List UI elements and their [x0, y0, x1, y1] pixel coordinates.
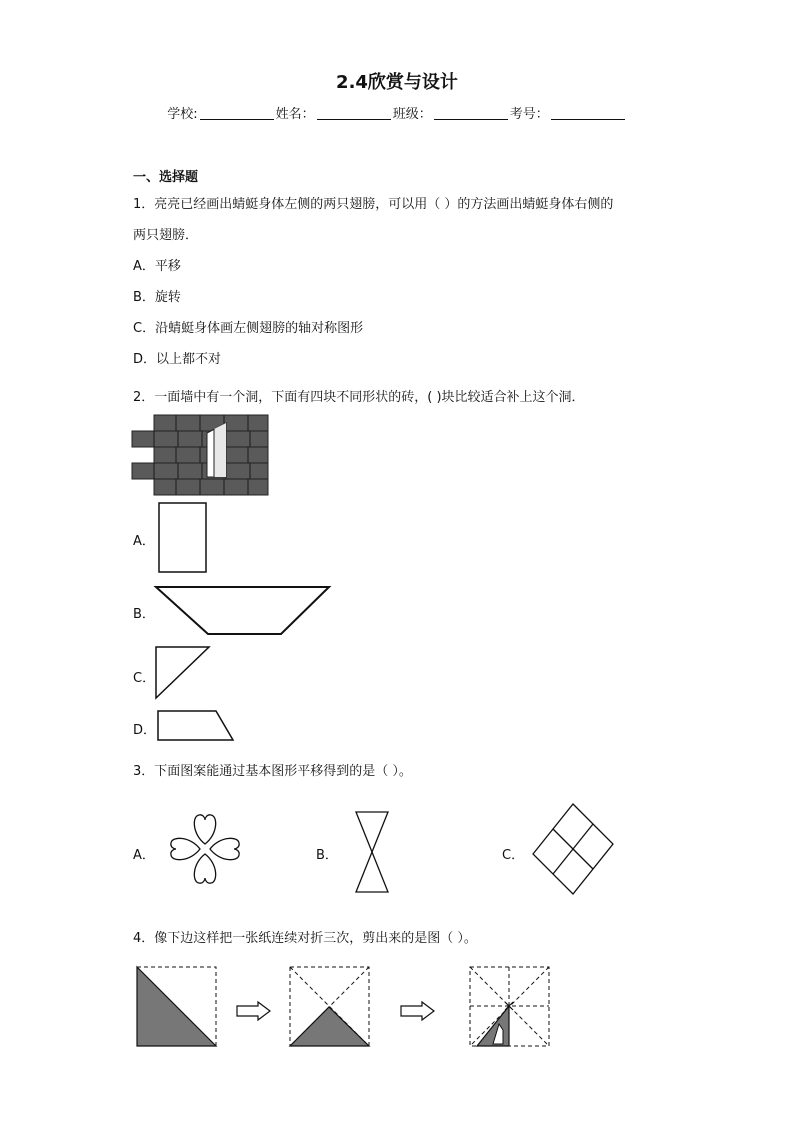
q4-arrow-1 [236, 1001, 272, 1021]
q2-option-b-trapezoid[interactable] [154, 585, 332, 637]
q2-option-d-parallelogram[interactable] [156, 709, 236, 743]
q2-option-c-triangle[interactable] [155, 646, 211, 700]
q3-option-b-hourglass[interactable] [354, 810, 390, 894]
class-blank[interactable] [434, 107, 508, 120]
q4-arrow-2 [400, 1001, 436, 1021]
q1-option-b[interactable]: B．旋转 [133, 290, 181, 305]
q2-option-a-rectangle[interactable] [158, 502, 208, 574]
name-blank[interactable] [317, 107, 391, 120]
q3-option-a-label[interactable]: A． [133, 848, 155, 863]
brick-wall-figure [132, 415, 270, 495]
q4-fold-step3 [469, 966, 553, 1048]
student-info [0, 103, 794, 122]
q2-option-b-label[interactable]: B． [133, 607, 155, 622]
q4-fold-step1 [136, 966, 220, 1048]
q1-text-line2: 两只翅膀． [133, 228, 199, 243]
q2-option-a-label[interactable]: A． [133, 534, 155, 549]
q1-option-c[interactable]: C．沿蜻蜓身体画左侧翅膀的轴对称图形 [133, 321, 364, 336]
q2-option-d-label[interactable]: D． [133, 723, 157, 738]
q3-option-c-grid-rhombus[interactable] [531, 802, 615, 896]
q4-fold-step2 [289, 966, 373, 1048]
q1-option-d[interactable]: D．以上都不对 [133, 352, 222, 367]
section-heading: 一、选择题 [133, 170, 199, 185]
q3-option-b-label[interactable]: B． [316, 848, 338, 863]
school-blank[interactable] [200, 107, 274, 120]
class-label: 班级： [392, 107, 432, 122]
q3-option-a-hearts[interactable] [162, 810, 248, 888]
name-label: 姓名： [275, 107, 315, 122]
q2-text: 2．一面墙中有一个洞，下面有四块不同形状的砖，( )块比较适合补上这个洞． [133, 390, 585, 405]
q1-text-line1: 1．亮亮已经画出蜻蜓身体左侧的两只翅膀，可以用（ ）的方法画出蜻蜓身体右侧的 [133, 197, 614, 212]
exam-no-label: 考号： [509, 107, 549, 122]
q3-text: 3．下面图案能通过基本图形平移得到的是（ ）。 [133, 764, 412, 779]
q1-option-a[interactable]: A．平移 [133, 259, 181, 274]
q3-option-c-label[interactable]: C． [502, 848, 525, 863]
q2-option-c-label[interactable]: C． [133, 671, 156, 686]
page-title: 2.4欣赏与设计 [336, 72, 458, 93]
exam-no-blank[interactable] [551, 107, 625, 120]
q4-text: 4．像下边这样把一张纸连续对折三次，剪出来的是图（ ）。 [133, 931, 477, 946]
school-label: 学校: [167, 107, 198, 122]
